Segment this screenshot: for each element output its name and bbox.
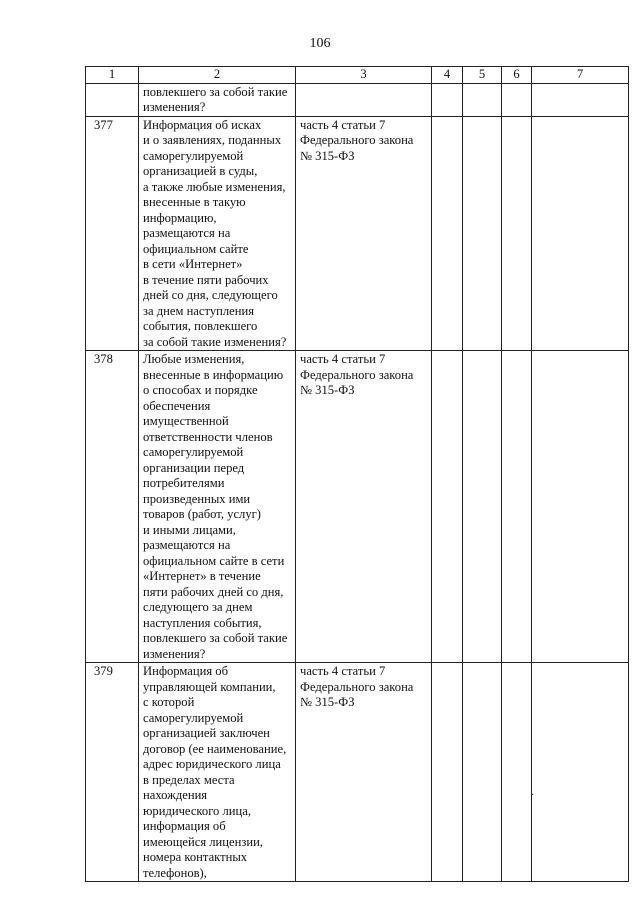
table-header-row [86, 67, 629, 84]
table-row [86, 351, 629, 663]
answer-cell [463, 116, 502, 351]
requirement-text: повлекшего за собой такие изменения? [139, 83, 296, 116]
answer-cell [432, 351, 463, 663]
legal-source: часть 4 статьи 7 Федерального закона № 315-ФЗ [296, 116, 432, 351]
answer-cell [432, 663, 463, 882]
answer-cell [502, 351, 532, 663]
note-cell [532, 351, 629, 663]
header-cell: 1 [86, 67, 139, 84]
legal-source: часть 4 статьи 7 Федерального закона № 315-ФЗ [296, 351, 432, 663]
answer-cell [463, 663, 502, 882]
answer-cell [502, 116, 532, 351]
header-cell: 4 [432, 67, 463, 84]
requirement-text: Информация об исках и о заявлениях, поданных саморегулируемой организацией в суды, а также любые изменения, внесенные в такую информацию, размещаются на официальном сайте в сети «Интернет» в течение пяти рабочих дней со дня, следующего за днем наступления события, повлекшего за собой такие изменения? [139, 116, 296, 351]
row-number [86, 83, 139, 116]
row-number: 378 [86, 351, 139, 663]
note-cell [532, 116, 629, 351]
note-cell [532, 663, 629, 882]
table-row [86, 116, 629, 351]
header-cell: 7 [532, 67, 629, 84]
answer-cell [463, 83, 502, 116]
requirement-text: Информация об управляющей компании, с которой саморегулируемой организацией заключен договор (ее наименование, адрес юридического лица в пределах места нахождения юридического лица, информация об имеющейся лицензии, номера контактных телефонов), [139, 663, 296, 882]
answer-cell [432, 116, 463, 351]
note-cell [532, 83, 629, 116]
header-cell: 5 [463, 67, 502, 84]
row-number: 379 [86, 663, 139, 882]
answer-cell [432, 83, 463, 116]
table-row [86, 83, 629, 116]
stray-mark: · [531, 790, 535, 801]
page-number: 106 [309, 36, 331, 51]
header-cell: 2 [139, 67, 296, 84]
legal-source: часть 4 статьи 7 Федерального закона № 315-ФЗ [296, 663, 432, 882]
answer-cell [502, 83, 532, 116]
header-cell: 3 [296, 67, 432, 84]
table-row [86, 663, 629, 882]
answer-cell [502, 663, 535, 882]
requirement-text: Любые изменения, внесенные в информацию о способах и порядке обеспечения имущественной ответственности членов саморегулируемой организации перед потребителями произведенных ими товаров (работ, услуг) и иными лицами, размещаются на официальном сайте в сети «Интернет» в течение пяти рабочих дней со дня, следующего за днем наступления события, повлекшего за собой такие изменения? [139, 351, 296, 663]
answer-cell [463, 351, 502, 663]
legal-source [296, 83, 432, 116]
header-cell: 6 [502, 67, 532, 84]
row-number: 377 [86, 116, 139, 351]
checklist-table [85, 66, 629, 882]
